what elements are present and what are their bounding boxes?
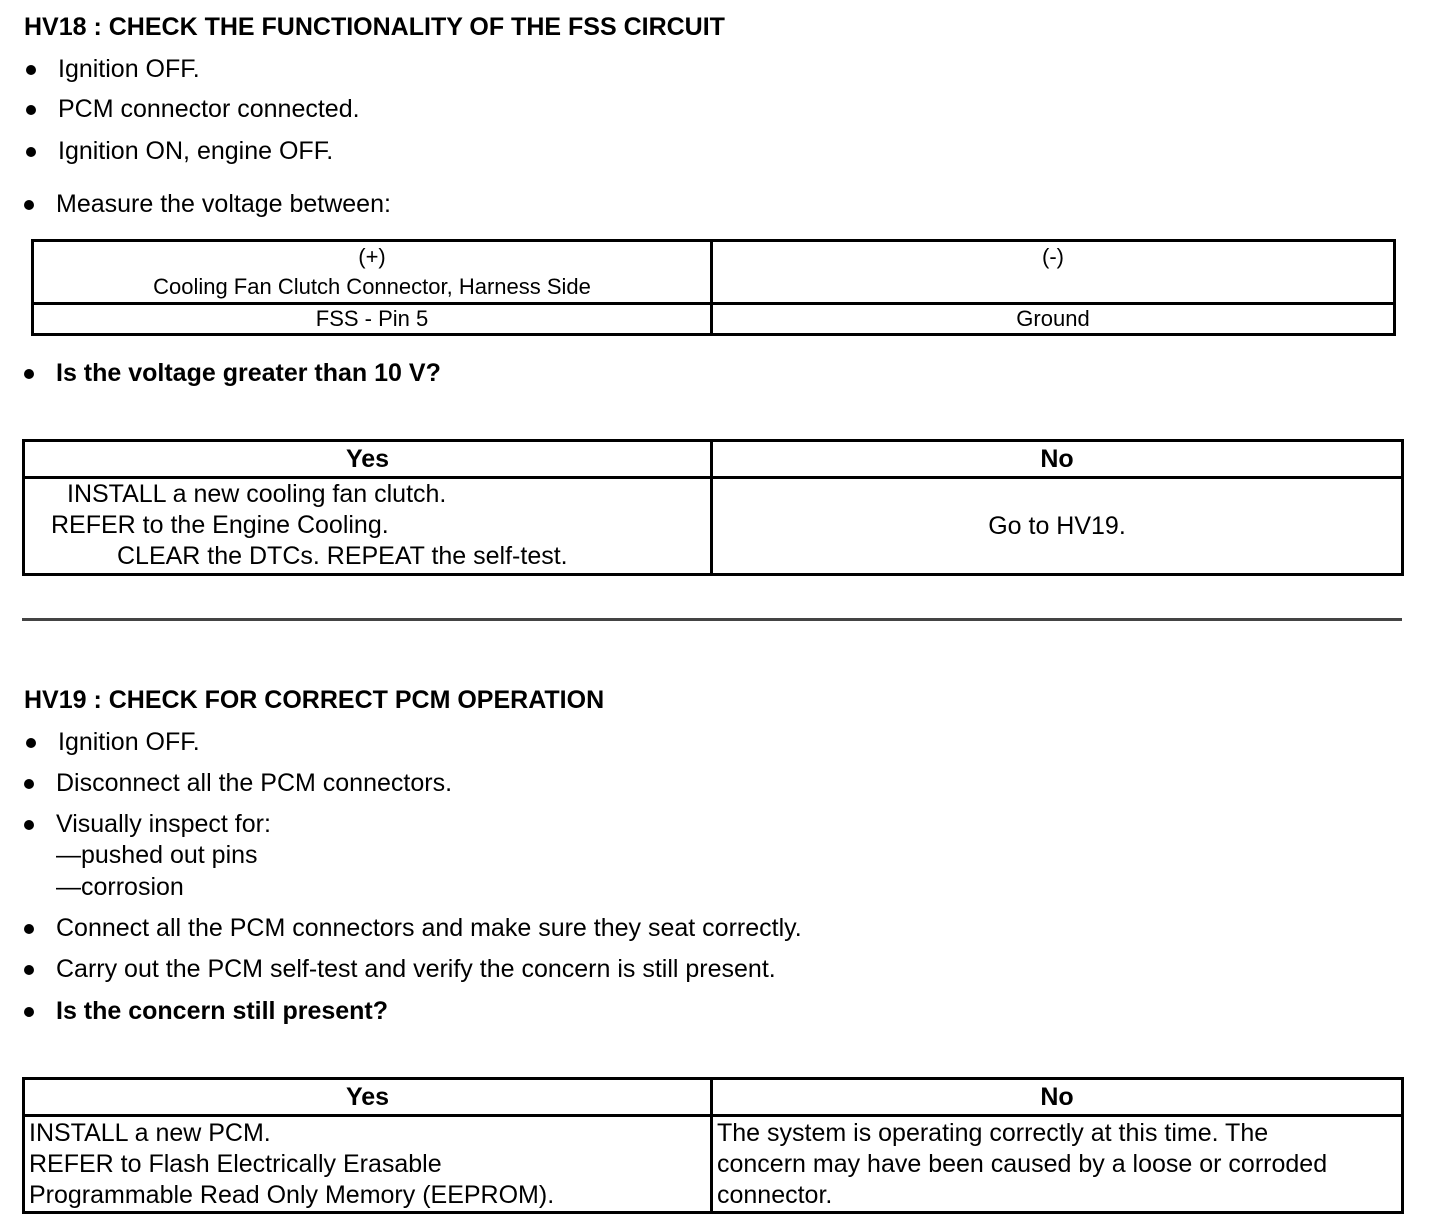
plus-header: (+)	[358, 244, 386, 269]
yes-line: Programmable Read Only Memory (EEPROM).	[29, 1180, 555, 1209]
plus-subheader: Cooling Fan Clutch Connector, Harness Side	[153, 274, 591, 299]
bullet-icon	[26, 105, 36, 115]
yes-cell	[24, 1116, 712, 1213]
no-cell	[712, 1116, 1403, 1213]
no-line: The system is operating correctly at this time. The	[717, 1118, 1269, 1147]
hv18-step-text: PCM connector connected.	[58, 95, 360, 123]
minus-value: Ground	[712, 304, 1395, 335]
bullet-icon	[24, 820, 34, 830]
hv18-result-table	[22, 439, 1404, 576]
no-header: No	[712, 1079, 1403, 1116]
bullet-icon	[26, 65, 36, 75]
yes-line: REFER to the Engine Cooling.	[51, 511, 389, 539]
no-header: No	[712, 441, 1403, 478]
table-row	[24, 441, 1403, 478]
yes-line: REFER to Flash Electrically Erasable	[29, 1149, 442, 1178]
hv19-question-text: Is the concern still present?	[56, 997, 389, 1025]
table-row	[24, 1079, 1403, 1116]
inspect-item: —pushed out pins	[56, 841, 258, 869]
minus-header-cell	[712, 241, 1395, 304]
hv18-step-text: Ignition OFF.	[58, 55, 200, 83]
table-row	[33, 241, 1395, 304]
yes-line: INSTALL a new PCM.	[29, 1118, 271, 1147]
hv19-step-text: Carry out the PCM self-test and verify the concern is still present.	[56, 955, 776, 983]
bullet-icon	[26, 738, 36, 748]
plus-header-cell	[33, 241, 712, 304]
hv18-measure-table	[31, 239, 1396, 336]
hv19-step-text: Ignition OFF.	[58, 728, 200, 756]
table-row	[33, 304, 1395, 335]
bullet-icon	[24, 1007, 34, 1017]
no-cell: Go to HV19.	[712, 478, 1403, 575]
no-line: connector.	[717, 1180, 833, 1209]
yes-header: Yes	[24, 441, 712, 478]
bullet-icon	[24, 779, 34, 789]
table-row	[24, 478, 1403, 575]
yes-cell	[24, 478, 712, 575]
hv19-title: HV19 : CHECK FOR CORRECT PCM OPERATION	[24, 686, 605, 714]
section-divider	[22, 618, 1402, 621]
hv18-question-text: Is the voltage greater than 10 V?	[56, 359, 441, 387]
bullet-icon	[24, 369, 34, 379]
table-row	[24, 1116, 1403, 1213]
yes-header: Yes	[24, 1079, 712, 1116]
bullet-icon	[24, 924, 34, 934]
hv19-result-table	[22, 1077, 1404, 1214]
bullet-icon	[24, 200, 34, 210]
bullet-icon	[26, 147, 36, 157]
yes-line: CLEAR the DTCs. REPEAT the self-test.	[117, 542, 568, 570]
inspect-item: —corrosion	[56, 873, 184, 901]
hv18-title: HV18 : CHECK THE FUNCTIONALITY OF THE FSS CIRCUIT	[24, 13, 725, 41]
yes-line: INSTALL a new cooling fan clutch.	[67, 480, 447, 508]
hv19-step-text: Disconnect all the PCM connectors.	[56, 769, 453, 797]
no-line: concern may have been caused by a loose or corroded	[717, 1149, 1328, 1178]
hv19-step-text: Connect all the PCM connectors and make sure they seat correctly.	[56, 914, 802, 942]
hv19-step-text: Visually inspect for:	[56, 810, 271, 838]
plus-value: FSS - Pin 5	[33, 304, 712, 335]
bullet-icon	[24, 965, 34, 975]
hv18-step-text: Measure the voltage between:	[56, 190, 391, 218]
hv18-step-text: Ignition ON, engine OFF.	[58, 137, 334, 165]
minus-header: (-)	[1042, 244, 1064, 269]
